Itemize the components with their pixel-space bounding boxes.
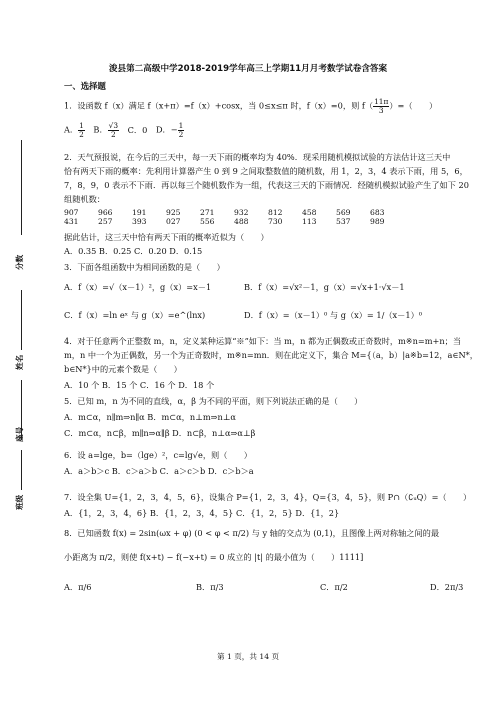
page-footer: 第 1 页，共 14 页 [216, 652, 280, 661]
question-3-option-b: B．f（x）=√x²－1，g（x）=√x+1·√x－1 [244, 282, 405, 292]
question-2-line2: 恰有两天下雨的概率：先利用计算器产生 0 到 9 之间取整数值的随机数，用 1，2，3，4 表示下雨，用 5，6， [64, 166, 468, 176]
margin-divider [21, 450, 22, 490]
question-6-stem: 6．设 a=lge，b=（lge）²，c=lg√e，则（ ） [64, 450, 252, 460]
question-3-option-d: D．f（x）=（x－1）⁰ 与 g（x）= 1/（x－1）⁰ [244, 310, 423, 320]
binding-margin [0, 140, 40, 560]
question-4-line2: m，n 中一个为正偶数，另一个为正奇数时，m※n=mn．则在此定义下，集合 M={（a，b）|a※b=12，a∈N*， [64, 350, 478, 360]
margin-label-class: 班级 [15, 494, 24, 510]
margin-label-name: 姓名 [15, 354, 24, 370]
section-heading: 一、选择题 [64, 81, 106, 91]
margin-label-score: 分数 [15, 254, 24, 270]
question-5-stem: 5．已知 m，n 为不同的直线，α，β 为不同的平面，则下列说法正确的是（ ） [64, 396, 363, 406]
question-8-option-a: A．π/6 [64, 582, 92, 592]
question-3-option-c: C．f（x）=ln eˣ 与 g（x）=e^(lnx) [64, 310, 206, 320]
margin-divider [21, 140, 22, 235]
question-6-options: A．a＞b＞c B．c＞a＞b C．a＞c＞b D．c＞b＞a [64, 466, 254, 476]
question-4-line1: 4．对于任意两个正整数 m，n，定义某种运算“※”如下：当 m，n 都为正偶数或正奇数时，m※n=m+n；当 [64, 336, 462, 346]
question-3-option-a: A．f（x）=√（x－1）²，g（x）=x－1 [64, 282, 212, 292]
question-2-line3: 7，8，9，0 表示不下雨．再以每三个随机数作为一组，代表这三天的下雨情况．经随机模拟试验产生了如下 20 [64, 180, 469, 190]
margin-label-seat: 座号 [15, 426, 24, 442]
question-7-options: A．{1，2，3，4，6} B．{1，2，3，4，5} C．{1，2，5} D．{1，2} [64, 508, 340, 518]
question-8-option-c: C．π/2 [320, 582, 348, 592]
random-number-row-1: 907 966 191 925 271 932 812 458 569 683 [64, 208, 385, 217]
question-2-line4: 组随机数： [64, 194, 105, 204]
question-2-options: A．0.35 B．0.25 C．0.20 D．0.15 [64, 246, 203, 256]
question-5-options-1: A．m⊂α，n∥m⇒n∥α B．m⊂α，n⊥m⇒n⊥α [64, 412, 236, 422]
random-number-row-2: 431 257 393 027 556 488 730 113 537 989 [64, 217, 385, 226]
page-title: 浚县第二高级中学2018-2019学年高三上学期11月月考数学试卷含答案 [108, 64, 388, 74]
question-1-options: A． $\frac{1}{2}$ B． $\frac{√3}{2}$ C．0 D．− $\frac{1}{2}$ [64, 121, 184, 139]
question-8-option-d: D．2π/3 [430, 582, 464, 592]
question-5-options-2: C．m⊂α，n⊂β，m∥n⇒α∥β D．n⊂β，n⊥α⇒α⊥β [64, 428, 256, 438]
question-8-line2: 小距离为 π/2，则使 f(x+t) − f(−x+t) = 0 成立的 |t| 的最小值为（ ）1111] [64, 552, 364, 562]
question-3-stem: 3．下面各组函数中为相同函数的是（ ） [64, 262, 225, 272]
question-2-line1: 2．天气预报说，在今后的三天中，每一天下雨的概率均为 40%．现采用随机模拟试验的方法估计这三天中 [64, 152, 451, 162]
question-1-stem: 1．设函数 f（x）满足 f（x+π）=f（x）+cosx，当 0≤x≤π 时，f（x）=0，则 f（ $\frac{11\pi}{3}$ ）=（ ） [64, 97, 438, 115]
question-8-option-b: B．π/3 [196, 582, 224, 592]
question-8-line1: 8．已知函数 f(x) = 2sin(ωx + φ) (0 < φ < π/2) 与 y 轴的交点为 (0,1)，且图像上两对称轴之间的最 [64, 528, 440, 538]
question-4-line3: b∈N*}中的元素个数是（ ） [64, 364, 182, 374]
question-4-options: A．10 个 B．15 个 C．16 个 D．18 个 [64, 380, 215, 390]
question-2-line5: 据此估计，这三天中恰有两天下雨的概率近似为（ ） [64, 232, 269, 242]
margin-divider [21, 290, 22, 350]
question-7-stem: 7．设全集 U={1，2，3，4，5，6}，设集合 P={1，2，3，4}，Q={3，4，5}，则 P∩（∁ᵤQ）=（ ） [64, 492, 472, 502]
